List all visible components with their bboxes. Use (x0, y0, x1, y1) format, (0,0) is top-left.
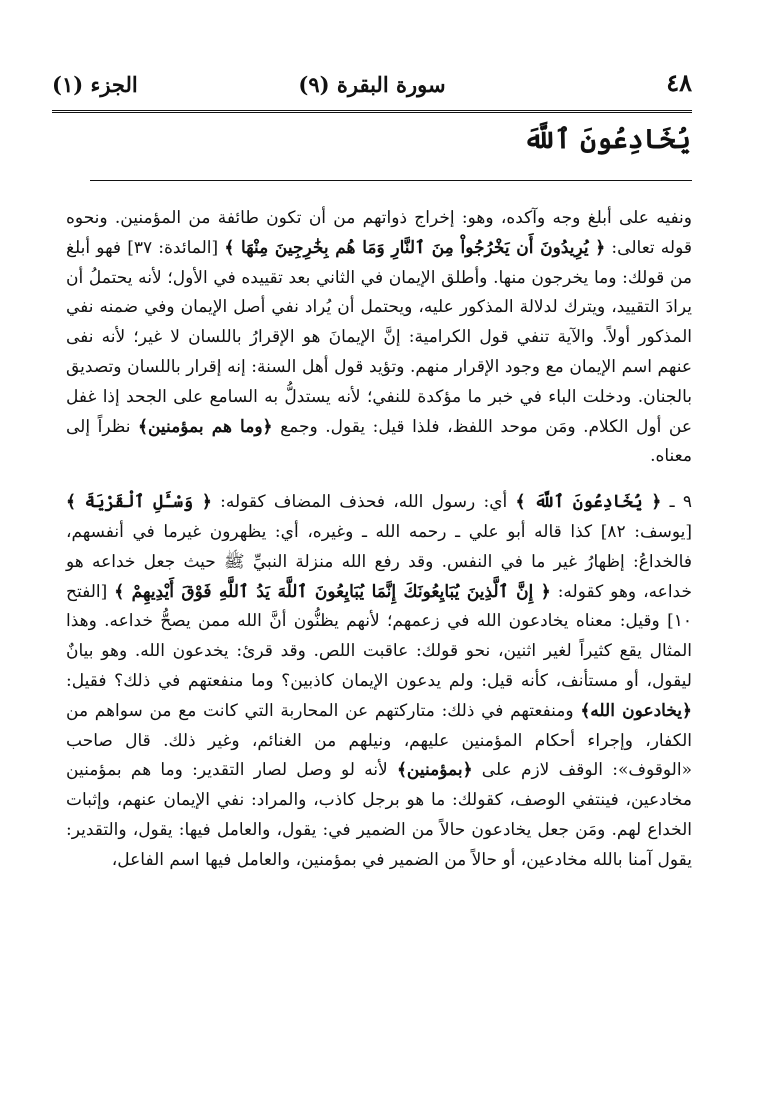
text-segment: ونفيه على أبلغ وجه وآكده، وهو: إخراج ذواتهم من أن تكون طائفة من المؤمنين. ونحوه قوله تعالى: (66, 208, 692, 258)
page-number: ٤٨ (666, 68, 692, 97)
verse-number: ٩ ـ (661, 492, 692, 513)
quran-quote: ﴿وما هم بمؤمنين﴾ (138, 416, 273, 437)
paragraph-2 (66, 488, 692, 875)
verse-heading: يُخَادِعُونَ ٱللَّهَ (523, 124, 691, 155)
commentary-body (66, 204, 692, 876)
page-header (52, 68, 692, 104)
quran-quote: ﴿ يُرِيدُونَ أَن يَخْرُجُواْ مِنَ ٱلنَّارِ وَمَا هُم بِخَٰرِجِينَ مِنْهَا ﴾ (224, 237, 606, 258)
paragraph-1 (66, 204, 692, 472)
quran-quote: ﴿ وَسْـَٔلِ ٱلْقَرْيَةَ ﴾ (66, 492, 212, 513)
text-segment: نظراً إلى معناه. (66, 416, 692, 467)
juz-label: الجزء (١) (52, 72, 138, 97)
text-segment: أي: رسول الله، فحذف المضاف كقوله: (211, 492, 516, 513)
text-segment: [المائدة: ٣٧] فهو أبلغ من قولك: وما يخرجون منها. وأطلق الإيمان في الثاني بعد تقييده في الأول؛ لأنه يحتملُ أن يرادَ التقييد، ويترك لدلالة المذكور عليه، ويحتمل أن يُراد نفي أصل الإيمان وفي ضمنه نفي المذكور أولاً. والآية تنفي قول الكرامية: إنَّ الإيمانَ هو الإقرارُ باللسان لا غير؛ لأنه نفى عنهم اسم الإيمان مع وجود الإقرار منهم. وتؤيد قول أهل السنة: إنه إقرار باللسان وتصديق بالجنان. ودخلت الباء في خبر ما مؤكدة للنفي؛ لأنه يستدلُّ به السامع على الجحد إذا غفل عن أول الكلام. ومَن موحد اللفظ، فلذا قيل: يقول. وجمع (66, 237, 692, 437)
text-segment: ومنفعتهم في ذلك: متاركتهم عن المحاربة التي كانت مع من سواهم من الكفار، وإجراء أحكام المؤمنين عليهم، ونيلهم من الغنائم، وغير ذلك. قال صاحب «الوقوف»: الوقف لازم على (66, 700, 692, 781)
header-divider (52, 110, 692, 113)
surah-title: سورة البقرة (٩) (298, 72, 446, 97)
quran-quote: ﴿ يُخَادِعُونَ ٱللَّهَ ﴾ (515, 492, 662, 513)
heading-divider (90, 180, 692, 181)
text-segment: [يوسف: ٨٢] كذا قاله أبو علي ـ رحمه الله ـ وغيره، أي: يظهرون غيرما في أنفسهم، فالخداعُ: إظهارُ غير ما في النفس. وقد رفع الله منزلة النبيِّ ﷺ حيث جعل خداعه هو خداعه، وهو كقوله: (66, 521, 692, 602)
quran-quote: ﴿يخادعون الله﴾ (580, 700, 692, 721)
text-segment: [الفتح ١٠] وقيل: معناه يخادعون الله في زعمهم؛ لأنهم يظنُّون أنَّ الله ممن يصحُّ خداعه. وهذا المثال يقع كثيراً لغير اثنين، نحو قولك: عاقبت اللص. وقد قرئ: يخدعون الله. وهو بيانٌ ليقول، أو مستأنف، كأنه قيل: ولم يدعون الإيمان كاذبين؟ وما منفعتهم في ذلك؟ فقيل: (66, 581, 692, 691)
quran-quote: ﴿بمؤمنين﴾ (396, 760, 473, 781)
quran-quote: ﴿ إِنَّ ٱلَّذِينَ يُبَايِعُونَكَ إِنَّمَا يُبَايِعُونَ ٱللَّهَ يَدُ ٱللَّهِ فَوْقَ أَيْدِيهِمْ ﴾ (114, 581, 551, 602)
text-segment: لأنه لو وصل لصار التقدير: وما هم بمؤمنين مخادعين، فينتفي الوصف، كقولك: ما هو برجل كاذب، والمراد: نفي الإيمان عنهم، وإثبات الخداع لهم. ومَن جعل يخادعون حالاً من الضمير في: يقول، والعامل فيها: يقول، والتقدير: يقول آمنا بالله مخادعين، أو حالاً من الضمير في بمؤمنين، والعامل فيها اسم الفاعل، (66, 760, 692, 870)
